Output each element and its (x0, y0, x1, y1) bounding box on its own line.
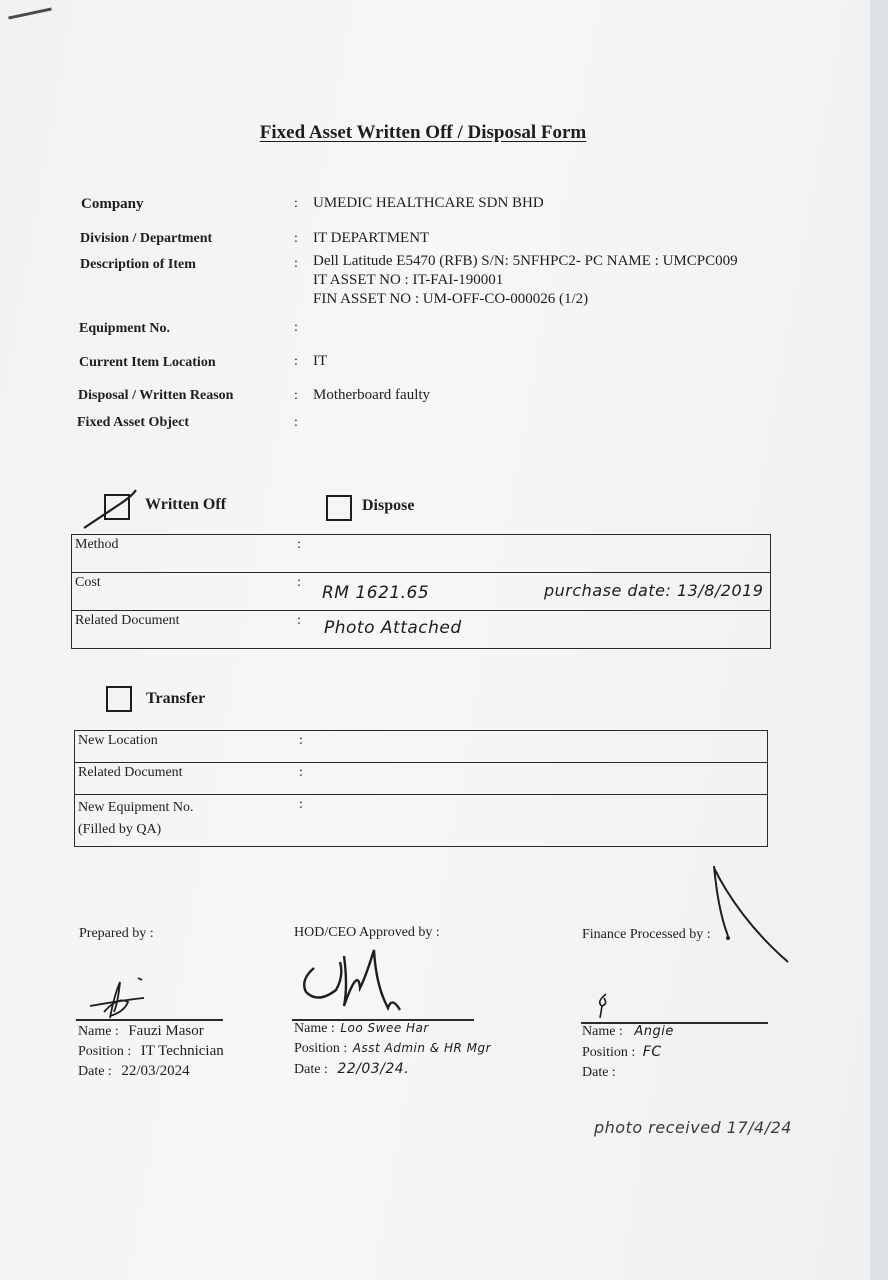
colon: : (294, 196, 298, 211)
colon: : (294, 415, 298, 430)
prepared-position-label: Position : (78, 1044, 132, 1059)
related-document-text: Photo Attached (324, 618, 462, 638)
finance-processed-heading: Finance Processed by : (582, 927, 711, 942)
new-location-label: New Location (75, 731, 297, 763)
table-row (75, 731, 768, 763)
new-equipment-no-title: New Equipment No. (78, 800, 194, 815)
new-location-value[interactable] (316, 731, 768, 763)
prepared-position-row (78, 1043, 224, 1060)
cost-amount: RM 1621.65 (322, 583, 430, 603)
colon: : (294, 256, 298, 271)
transfer-table (74, 730, 768, 847)
colon: : (294, 354, 298, 369)
new-equipment-no-label (75, 795, 297, 847)
prepared-signature-icon (84, 972, 164, 1022)
prepared-name-label: Name : (78, 1024, 119, 1039)
photo-received-note: photo received 17/4/24 (594, 1118, 792, 1137)
finance-position-row (582, 1044, 662, 1061)
new-equipment-no-value[interactable] (316, 795, 768, 847)
equipment-no-label: Equipment No. (79, 321, 171, 336)
company-label: Company (81, 196, 144, 212)
transfer-related-document-value[interactable] (316, 763, 768, 795)
approved-date-row (294, 1061, 409, 1078)
finance-initial-icon (592, 990, 616, 1020)
related-document-label: Related Document (72, 611, 295, 649)
approved-name: Loo Swee Har (340, 1021, 429, 1035)
prepared-date: 22/03/2024 (121, 1063, 190, 1079)
method-label: Method (72, 535, 295, 573)
cost-label: Cost (72, 573, 295, 611)
approved-signature-icon (296, 946, 426, 1018)
colon: : (294, 388, 298, 403)
finance-signature-icon (700, 860, 800, 970)
reason-label: Disposal / Written Reason (78, 388, 234, 403)
dispose-label: Dispose (362, 497, 415, 514)
purchase-date-note: purchase date: 13/8/2019 (544, 581, 764, 600)
description-line-3: FIN ASSET NO : UM-OFF-CO-000026 (1/2) (313, 291, 589, 307)
finance-name-row (582, 1024, 674, 1040)
transfer-related-document-label: Related Document (75, 763, 297, 795)
table-row (72, 611, 771, 649)
approved-name-row (294, 1021, 429, 1037)
division-label: Division / Department (80, 231, 213, 246)
transfer-label: Transfer (146, 690, 206, 707)
company-value: UMEDIC HEALTHCARE SDN BHD (313, 195, 544, 211)
table-row (72, 573, 771, 611)
approved-position: Asst Admin & HR Mgr (352, 1041, 492, 1055)
colon: : (294, 535, 314, 573)
cost-value[interactable] (314, 573, 771, 611)
approved-position-label: Position : (294, 1041, 348, 1056)
colon: : (296, 763, 316, 795)
colon: : (296, 795, 316, 847)
table-row (75, 795, 768, 847)
finance-name: Angie (634, 1024, 674, 1039)
colon: : (294, 611, 314, 649)
prepared-date-row (78, 1063, 190, 1080)
reason-value: Motherboard faulty (313, 387, 431, 403)
location-value: IT (313, 353, 328, 369)
prepared-name-row (78, 1023, 204, 1040)
table-row (75, 763, 768, 795)
finance-date-row (582, 1064, 622, 1081)
related-document-value[interactable] (314, 611, 771, 649)
transfer-checkbox[interactable] (106, 686, 132, 712)
dispose-checkbox[interactable] (326, 495, 352, 521)
approved-position-row (294, 1041, 491, 1057)
prepared-position: IT Technician (140, 1043, 224, 1059)
paper-edge (870, 0, 888, 1280)
finance-date-label: Date : (582, 1065, 616, 1080)
prepared-by-heading: Prepared by : (79, 926, 154, 941)
colon: : (294, 320, 298, 335)
method-value[interactable] (314, 535, 771, 573)
check-mark-icon (80, 484, 140, 524)
description-line-1: Dell Latitude E5470 (RFB) S/N: 5NFHPC2- PC NAME : UMCPC009 (313, 253, 738, 269)
prepared-date-label: Date : (78, 1064, 112, 1079)
disposal-table (71, 534, 771, 649)
division-value: IT DEPARTMENT (313, 230, 430, 246)
form-title: Fixed Asset Written Off / Disposal Form (259, 122, 587, 143)
finance-position: FC (642, 1044, 662, 1060)
finance-name-label: Name : (582, 1024, 623, 1039)
approved-date: 22/03/24. (337, 1061, 410, 1077)
description-line-2: IT ASSET NO : IT-FAI-190001 (313, 272, 504, 288)
finance-position-label: Position : (582, 1045, 636, 1060)
prepared-name: Fauzi Masor (128, 1023, 204, 1039)
prepared-signature-line (76, 1019, 223, 1021)
colon: : (296, 731, 316, 763)
approved-name-label: Name : (294, 1021, 335, 1036)
new-equipment-no-sublabel: (Filled by QA) (78, 822, 162, 837)
written-off-checkbox[interactable] (104, 494, 130, 520)
approved-by-heading: HOD/CEO Approved by : (294, 925, 440, 940)
written-off-label: Written Off (145, 496, 227, 513)
colon: : (294, 231, 298, 246)
colon: : (294, 573, 314, 611)
location-label: Current Item Location (79, 355, 216, 370)
asset-object-label: Fixed Asset Object (77, 415, 189, 430)
description-label: Description of Item (80, 257, 196, 272)
table-row (72, 535, 771, 573)
approved-date-label: Date : (294, 1062, 328, 1077)
